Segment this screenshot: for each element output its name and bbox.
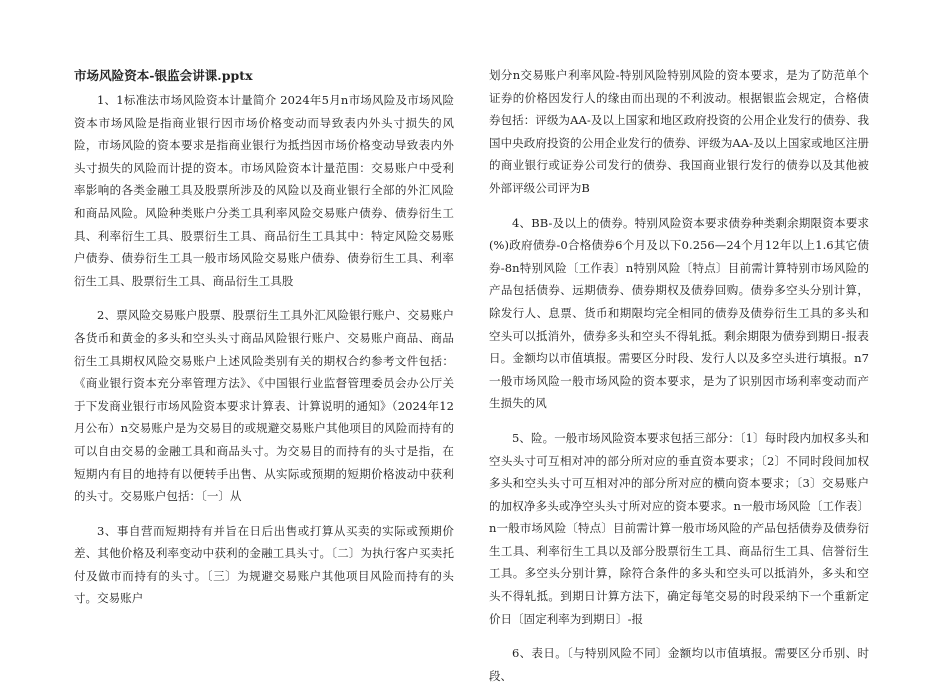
paragraph-3-continued: 划分n交易账户利率风险-特别风险特别风险的资本要求，是为了防范单个证券的价格因发行人的缘由而出现的不利波动。根据银监会规定，合格债券包括：评级为AA-及以上国家和地区政府投资的公用企业发行的债券、我国中央政府投资的公用企业发行的债券、评级为AA-及以上国家或地区注册的商业银行或证券公司发行的债券、我国商业银行发行的债券以及其他被外部评级公司评为B bbox=[489, 68, 869, 195]
document-title: 市场风险资本-银监会讲课.pptx bbox=[74, 68, 253, 83]
left-column bbox=[74, 60, 454, 622]
paragraph-1: 1、1标准法市场风险资本计量简介 2024年5月n市场风险及市场风险资本市场风险是指商业银行因市场价格变动而导致表内外头寸损失的风险，市场风险的资本要求是指商业银行为抵挡因市场价格变动导致表内外头寸损失的风险而计提的资本。市场风险资本计量范围：交易账户中受利率影响的各类金融工具及股票所涉及的风险以及商业银行全部的外汇风险和商品风险。风险种类账户分类工具利率风险交易账户债券、债券衍生工具、利率衍生工具、股票衍生工具、商品衍生工具其中：特定风险交易账户债券、债券衍生工具一般市场风险交易账户债券、债券衍生工具、利率衍生工具、股票衍生工具、商品衍生工具股 bbox=[74, 93, 454, 288]
paragraph-4: 4、BB-及以上的债券。特别风险资本要求债券种类剩余期限资本要求(%)政府债券-0合格债券6个月及以下0.256—24个月12年以上1.6其它债券-8n特别风险〔工作表〕n特别风险〔特点〕目前需计算特别市场风险的产品包括债券、远期债券、债券期权及债券回购。债券多空头分别计算，除发行人、息票、货币和期限均完全相同的债券及债券衍生工具的多头和空头可以抵消外，债券多头和空头不得轧抵。剩余期限为债券到期日-报表日。金额均以市值填报。需要区分时段、发行人以及多空头进行填报。n7一般市场风险一般市场风险的资本要求，是为了识别因市场利率变动而产生损失的风 bbox=[489, 215, 869, 411]
paragraph-3: 3、事自营而短期持有并旨在日后出售或打算从买卖的实际或预期价差、其他价格及利率变动中获利的金融工具头寸。〔二〕为执行客户买卖托付及做市而持有的头寸。〔三〕为规避交易账户其他项目风险而持有的头寸。交易账户 bbox=[74, 523, 454, 606]
paragraph-5: 5、险。一般市场风险资本要求包括三部分：〔1〕每时段内加权多头和空头头寸可互相对冲的部分所对应的垂直资本要求；〔2〕不同时段间加权多头和空头头寸可互相对冲的部分所对应的横向资本要求；〔3〕交易账户的加权净多头或净空头头寸所对应的资本要求。n一般市场风险〔工作表〕n一般市场风险〔特点〕目前需计算一般市场风险的产品包括债券及债券衍生工具、利率衍生工具以及部分股票衍生工具、商品衍生工具、信誉衍生工具。多空头分别计算，除符合条件的多头和空头可以抵消外，多头和空头不得轧抵。到期日计算方法下，确定每笔交易的时段采纳下一个重新定价日〔固定利率为到期日〕-报 bbox=[489, 430, 869, 626]
paragraph-6: 6、表日。〔与特别风险不同〕金额均以市值填报。需要区分币别、时段、 bbox=[489, 646, 869, 683]
paragraph-2: 2、票风险交易账户股票、股票衍生工具外汇风险银行账户、交易账户各货币和黄金的多头和空头头寸商品风险银行账户、交易账户商品、商品衍生工具期权风险交易账户上述风险类别有关的期权合约参考文件包括：《商业银行资本充分率管理方法》、《中国银行业监督管理委员会办公厅关于下发商业银行市场风险资本要求计算表、计算说明的通知》（2024年12月公布）n交易账户是为交易目的或规避交易账户其他项目的风险而持有的可以自由交易的金融工具和商品头寸。为交易目的而持有的头寸是指，在短期内有目的地持有以便转手出售、从实际或预期的短期价格波动中获利的头寸。交易账户包括：〔一〕从 bbox=[74, 308, 454, 504]
right-column bbox=[489, 64, 869, 699]
